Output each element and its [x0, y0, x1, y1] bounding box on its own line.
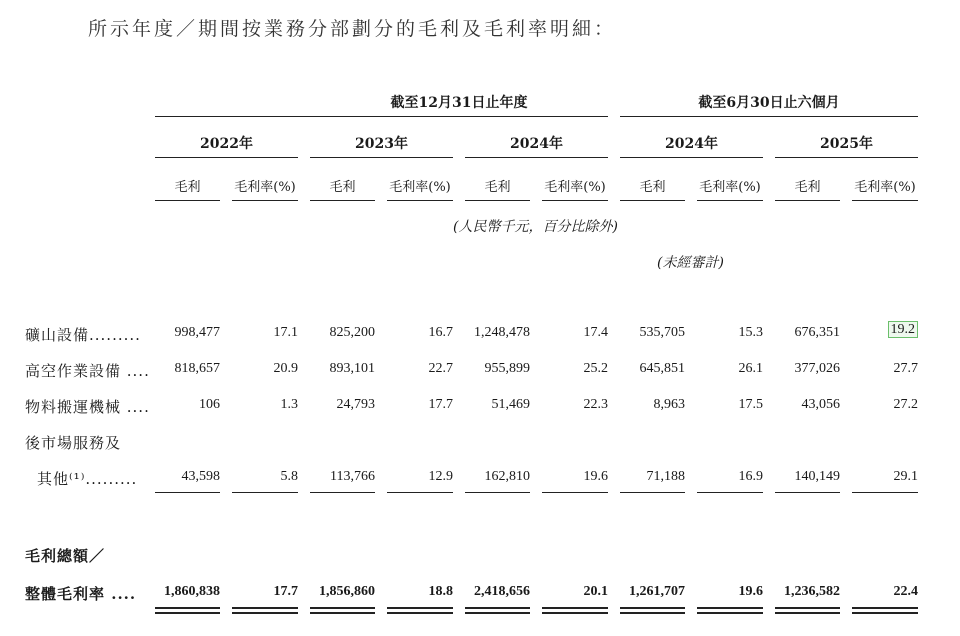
- table-cell: 27.2: [893, 397, 918, 412]
- row-label-aftermarket-line1: 後市場服務及: [25, 434, 122, 452]
- table-cell: 22.3: [583, 397, 608, 412]
- year-header-2023: 2023年: [355, 136, 408, 152]
- table-cell: 43,056: [801, 397, 840, 412]
- table-cell: 818,657: [174, 361, 220, 376]
- table-cell: 17.1: [273, 325, 298, 340]
- subtotal-rule: [387, 492, 453, 493]
- table-cell: 377,026: [794, 361, 840, 376]
- subtotal-rule: [542, 492, 608, 493]
- highlighted-cell[interactable]: 19.2: [888, 321, 919, 338]
- year-rule: [310, 157, 453, 158]
- table-cell: 22.7: [428, 361, 453, 376]
- subcol-rule: [232, 200, 298, 201]
- total-cell: 2,418,656: [474, 584, 530, 599]
- page-title: 所示年度／期間按業務分部劃分的毛利及毛利率明細：: [88, 18, 617, 40]
- total-cell: 1,236,582: [784, 584, 840, 599]
- table-cell: 676,351: [794, 325, 840, 340]
- total-double-rule: [620, 607, 685, 614]
- year-rule: [775, 157, 918, 158]
- table-cell: 16.7: [428, 325, 453, 340]
- total-label-line2: 整體毛利率 ....: [25, 585, 137, 603]
- subtotal-rule: [775, 492, 840, 493]
- subcol-rule: [697, 200, 763, 201]
- total-double-rule: [387, 607, 453, 614]
- table-cell: 645,851: [639, 361, 685, 376]
- table-cell: 12.9: [428, 469, 453, 484]
- total-cell: 1,856,860: [319, 584, 375, 599]
- table-cell: 825,200: [329, 325, 375, 340]
- table-cell: 17.5: [738, 397, 763, 412]
- subcol-gross-margin: 毛利率(%): [544, 180, 606, 195]
- half-period-header: 截至6月30日止六個月: [698, 95, 840, 111]
- table-cell: 20.9: [273, 361, 298, 376]
- total-cell: 18.8: [428, 584, 453, 599]
- table-cell: 998,477: [174, 325, 220, 340]
- table-cell: 16.9: [738, 469, 763, 484]
- table-cell: 27.7: [893, 361, 918, 376]
- annual-period-header: 截至12月31日止年度: [390, 95, 528, 111]
- subcol-rule: [310, 200, 375, 201]
- table-cell: 162,810: [484, 469, 530, 484]
- unaudited-note: (未經審計): [657, 255, 724, 271]
- subtotal-rule: [310, 492, 375, 493]
- subtotal-rule: [232, 492, 298, 493]
- row-label-mining-equipment: 礦山設備.........: [25, 326, 141, 344]
- table-cell: 15.3: [738, 325, 763, 340]
- table-cell: 106: [199, 397, 220, 412]
- total-double-rule: [155, 607, 220, 614]
- year-header-2024-half: 2024年: [665, 136, 718, 152]
- total-cell: 1,860,838: [164, 584, 220, 599]
- table-cell: 26.1: [738, 361, 763, 376]
- subcol-gross-margin: 毛利率(%): [699, 180, 761, 195]
- total-double-rule: [697, 607, 763, 614]
- year-rule: [620, 157, 763, 158]
- table-cell: 113,766: [330, 469, 375, 484]
- subcol-gross-profit: 毛利: [794, 180, 821, 195]
- year-header-2025-half: 2025年: [820, 136, 873, 152]
- table-cell: 43,598: [181, 469, 220, 484]
- total-cell: 20.1: [583, 584, 608, 599]
- row-label-material-handling: 物料搬運機械 ....: [25, 398, 150, 416]
- highlighted-cell-wrapper: [852, 322, 918, 338]
- subcol-gross-margin: 毛利率(%): [234, 180, 296, 195]
- table-cell: 19.6: [583, 469, 608, 484]
- total-double-rule: [775, 607, 840, 614]
- year-rule: [465, 157, 608, 158]
- subcol-gross-profit: 毛利: [484, 180, 511, 195]
- table-cell: 51,469: [491, 397, 530, 412]
- annual-header-rule: [155, 116, 608, 117]
- year-header-2024: 2024年: [510, 136, 563, 152]
- table-cell: 17.7: [428, 397, 453, 412]
- table-cell: 535,705: [639, 325, 685, 340]
- subcol-rule: [620, 200, 685, 201]
- subcol-gross-margin: 毛利率(%): [854, 180, 916, 195]
- subcol-gross-profit: 毛利: [174, 180, 201, 195]
- half-header-rule: [620, 116, 918, 117]
- subtotal-rule: [465, 492, 530, 493]
- table-cell: 24,793: [336, 397, 375, 412]
- subcol-rule: [542, 200, 608, 201]
- table-cell: 140,149: [794, 469, 840, 484]
- table-cell: 25.2: [583, 361, 608, 376]
- table-cell: 71,188: [646, 469, 685, 484]
- table-cell: 5.8: [280, 469, 298, 484]
- year-rule: [155, 157, 298, 158]
- table-cell: 955,899: [484, 361, 530, 376]
- table-cell: 1.3: [280, 397, 298, 412]
- table-cell: 17.4: [583, 325, 608, 340]
- subcol-rule: [465, 200, 530, 201]
- table-cell: 893,101: [329, 361, 375, 376]
- subcol-rule: [852, 200, 918, 201]
- subtotal-rule: [852, 492, 918, 493]
- total-double-rule: [852, 607, 918, 614]
- subcol-gross-profit: 毛利: [639, 180, 666, 195]
- subtotal-rule: [155, 492, 220, 493]
- row-label-aftermarket-others: 其他⁽¹⁾.........: [37, 470, 138, 488]
- total-double-rule: [232, 607, 298, 614]
- unit-note: (人民幣千元，百分比除外): [453, 219, 618, 235]
- total-double-rule: [310, 607, 375, 614]
- total-cell: 19.6: [738, 584, 763, 599]
- year-header-2022: 2022年: [200, 136, 253, 152]
- subcol-rule: [155, 200, 220, 201]
- subcol-gross-profit: 毛利: [329, 180, 356, 195]
- subtotal-rule: [697, 492, 763, 493]
- total-label-line1: 毛利總額／: [25, 547, 106, 565]
- subcol-rule: [775, 200, 840, 201]
- total-double-rule: [465, 607, 530, 614]
- total-cell: 1,261,707: [629, 584, 685, 599]
- total-cell: 17.7: [273, 584, 298, 599]
- subcol-rule: [387, 200, 453, 201]
- total-cell: 22.4: [893, 584, 918, 599]
- subtotal-rule: [620, 492, 685, 493]
- table-cell: 1,248,478: [474, 325, 530, 340]
- subcol-gross-margin: 毛利率(%): [389, 180, 451, 195]
- table-cell: 8,963: [653, 397, 685, 412]
- table-cell: 29.1: [893, 469, 918, 484]
- row-label-aerial-work-equipment: 高空作業設備 ....: [25, 362, 150, 380]
- total-double-rule: [542, 607, 608, 614]
